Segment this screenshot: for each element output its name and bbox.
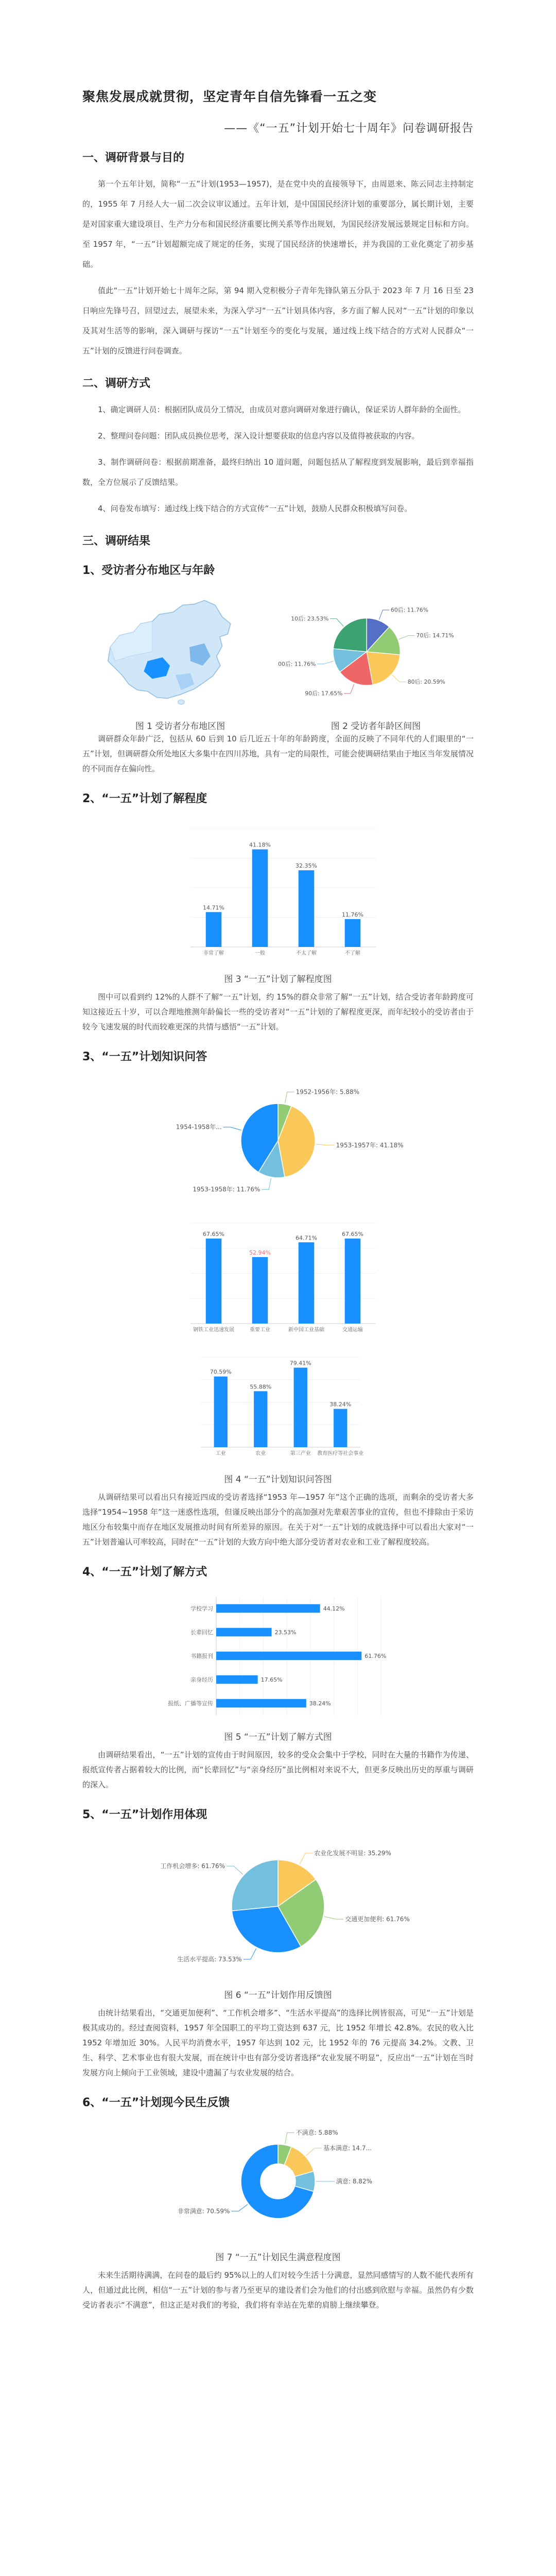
understanding-bar-chart: [170, 813, 386, 968]
pie-label: 80后: 20.59%: [407, 679, 445, 686]
effect-pie-chart: [134, 1829, 422, 1984]
bar: [299, 870, 315, 947]
pie-leader-line: [398, 636, 414, 639]
pie-label: 基本满意: 14.7...: [323, 2144, 372, 2152]
hbar-value-label: 61.76%: [364, 1653, 387, 1659]
figure-1-caption: 图 1 受访者分布地区图: [135, 721, 225, 732]
map-island-hainan: [178, 700, 184, 704]
pie-leader-line: [231, 2205, 248, 2211]
pie-label: 00后: 11.76%: [277, 660, 316, 668]
bar-value-label: 52.94%: [249, 1249, 271, 1256]
bar-value-label: 79.41%: [289, 1360, 311, 1367]
pie-label: 10后: 23.53%: [290, 615, 329, 622]
q1-heading: 1、受访者分布地区与年龄: [82, 564, 215, 577]
bar-value-label: 70.59%: [210, 1368, 232, 1376]
q5-heading: 5、“一五”计划作用体现: [82, 1808, 207, 1821]
pie-slice: [333, 618, 367, 652]
bar-value-label: 11.76%: [342, 911, 363, 918]
bar-value-label: 67.65%: [203, 1231, 224, 1238]
bar: [334, 1409, 347, 1447]
channel-hbar-chart: [154, 1586, 402, 1725]
bar-category-label: 第三产业: [290, 1451, 311, 1456]
bar-value-label: 32.35%: [296, 862, 317, 870]
bar-value-label: 14.71%: [203, 904, 224, 911]
bar: [299, 1242, 315, 1324]
bar: [206, 1239, 222, 1324]
pie-leader-line: [262, 1178, 271, 1190]
bar-category-label: 交通运输: [342, 1327, 363, 1333]
bar-category-label: 不太了解: [296, 951, 317, 956]
hbar: [216, 1699, 306, 1708]
age-pie-chart: [250, 585, 474, 719]
pie-leader-line: [306, 2148, 322, 2156]
direction-bar-chart: [185, 1344, 371, 1468]
figure-4-caption: 图 4 “一五”计划知识问答图: [224, 1475, 332, 1485]
satisfaction-pie-chart: [134, 2117, 422, 2246]
pie-leader-line: [244, 1948, 256, 1959]
bar-category-label: 农业: [255, 1451, 266, 1456]
q2-heading: 2、“一五”计划了解程度: [82, 792, 207, 805]
bar-category-label: 一般: [255, 951, 265, 956]
q6-analysis: 未来生活期待满满，在问卷的最后约 95%以上的人们对较今生活十分满意，显然同感情写的人数不能代表所有人，但通过此比例，相信“一五”计划的参与者乃至更早的建设者们会为他们的付出感到欣慰与幸福。虽然仍有少数受访者表示“不满意”，但这正是对我们的考验，我们将有幸站在先辈的肩膀上继续攀登。: [82, 2270, 474, 2310]
figure-3-caption: 图 3 “一五”计划了解程度图: [224, 974, 332, 985]
bar: [252, 1257, 268, 1324]
pie-leader-line: [285, 1092, 294, 1104]
hbar: [216, 1675, 258, 1684]
bar-value-label: 41.18%: [249, 841, 271, 849]
bar-value-label: 67.65%: [342, 1231, 363, 1238]
bar: [206, 912, 222, 947]
bar: [345, 1239, 361, 1324]
hbar-value-label: 17.65%: [260, 1676, 283, 1683]
bar: [345, 919, 361, 947]
bar: [254, 1391, 267, 1447]
q6-heading: 6、“一五”计划现今民生反馈: [82, 2096, 230, 2109]
pie-label: 非常满意: 70.59%: [177, 2207, 230, 2215]
pie-label: 1954-1958年...: [176, 1123, 222, 1131]
method-item-2: 2、整理问卷问题：团队成员换位思考，深入设计想要获取的信息内容以及值得被获取的内容。: [98, 431, 420, 440]
pie-label: 1953-1957年: 41.18%: [336, 1141, 404, 1149]
report-subtitle: ——《“一五”计划开始七十周年》问卷调研报告: [224, 122, 474, 135]
figure-7-caption: 图 7 “一五”计划民生满意程度图: [215, 2252, 341, 2263]
pie-leader-line: [300, 1853, 312, 1864]
q4-analysis: 由调研结果看出，“一五”计划的宣传由于时间原因，较多的受众会集中于学校，同时在大量的书籍作为传递、报纸宣传者占据着较大的比例，而“长辈回忆”与“亲身经历”虽比例相对来说不大，但更多反映出历史的厚重与调研的深入。: [82, 1750, 474, 1789]
pie-label: 不满意: 5.88%: [296, 2129, 338, 2137]
report-title: 聚焦发展成就贯彻，坚定青年自信先锋看一五之变: [82, 89, 377, 104]
pie-label: 满意: 8.82%: [336, 2178, 372, 2185]
q4-heading: 4、“一五”计划了解方式: [82, 1566, 207, 1579]
pie-leader-line: [379, 610, 389, 620]
q2-analysis: 图中可以看到约 12%的人群不了解“一五”计划，约 15%的群众非常了解“一五”计划，结合受访者年龄跨度可知这接近五十岁，可以合理地推测年龄偏长一些的受访者对“一五”计划的了解程度更深，而年纪较小的受访者由于较今飞速发展的时代而较难更深的共情与感悟“一五”计划。: [82, 992, 474, 1031]
pie-label: 工作机会增多: 61.76%: [160, 1862, 225, 1870]
figure-row-1: [82, 585, 474, 719]
bar-category-label: 非常了解: [203, 951, 224, 956]
hbar-value-label: 44.12%: [323, 1605, 345, 1612]
figure-5-caption: 图 5 “一五”计划了解方式图: [224, 1732, 332, 1742]
pie-leader-line: [344, 684, 354, 693]
pie-leader-line: [316, 1144, 335, 1145]
bar-value-label: 55.88%: [250, 1383, 272, 1391]
method-item-1: 1、确定调研人员：根据团队成员分工情况，由成员对意向调研对象进行确认，保证采访人群年龄的全面性。: [98, 405, 466, 414]
pie-label: 70后: 14.71%: [416, 632, 454, 639]
pie-leader-line: [330, 619, 343, 626]
hbar: [216, 1604, 320, 1613]
pie-label: 1953-1958年: 11.76%: [193, 1185, 260, 1193]
pie-leader-line: [392, 675, 406, 682]
pie-leader-line: [223, 1127, 241, 1130]
hbar-value-label: 38.24%: [309, 1700, 331, 1707]
pie-leader-line: [324, 1917, 343, 1919]
hbar-category-label: 学校学习: [190, 1605, 213, 1612]
bar-value-label: 64.71%: [296, 1234, 317, 1242]
pie-slice: [232, 1860, 278, 1911]
method-item-3: 3、制作调研问卷：根据前期准备，最终归纳出 10 道问题，问题包括从了解程度到发展影响，最后到幸福指数，全方位展示了反馈结果。: [82, 457, 474, 487]
section-results-heading: 三、调研结果: [82, 535, 151, 548]
hbar: [216, 1628, 272, 1637]
background-paragraph-2: 值此“一五”计划开始七十周年之际，第 94 期入党积极分子青年先锋队第五分队于 2023 年 7 月 16 日至 23 日响应先锋号召，回望过去，展望未来，为深入学习“一五”计划具体内容，多方面了解人民对“一五”计划的印象以及其对生活等的影响，深入调研与探访“一五”计划至今的变化与发展，通过线上线下结合的方式对人民群众“一五”计划的反馈进行问卷调查。: [82, 286, 474, 355]
background-paragraph-1: 第一个五年计划，简称“一五”计划(1953—1957)，是在党中央的直接领导下，由周恩来、陈云同志主持制定的，1955 年 7 月经人大一届二次会议审议通过。五年计划，是中国国民经济计划的重要部分，属长期计划，主要是对国家重大建设项目、生产力分布和国民经济重要比例关系等作出规划，为国民经济发展远景规定目标和方向。至 1957 年，“一五”计划超额完成了规定的任务，实现了国民经济的快速增长，并为我国的工业化奠定了初步基础。: [82, 179, 474, 269]
bar-category-label: 教育医疗等社会事业: [317, 1451, 364, 1456]
q3-analysis: 从调研结果可以看出只有接近四成的受访者选择“1953 年—1957 年”这个正确的选项，而剩余的受访者大多选择“1954~1958 年”这一迷惑性选项，但谨反映出部分个的高加强对先辈艰苦事业的宣传，但也不排除由于采访地区分布较集中而存在地区发展推动时间有所差异的原因。在关于对“一五”计划的成就选择中可以看出大家对“一五”计划普遍认可率较高，同时在“一五”计划的大致方向中绝大部分受访者对农业和工业了解程度较高。: [82, 1493, 474, 1547]
bar: [214, 1377, 228, 1447]
pie-leader-line: [285, 2133, 294, 2144]
pie-label: 农业化发展不明显: 35.29%: [314, 1849, 391, 1857]
bar-category-label: 不了解: [345, 951, 360, 956]
caption-row-1: [82, 719, 474, 732]
pie-leader-line: [317, 661, 334, 664]
section-background-heading: 一、调研背景与目的: [82, 151, 185, 164]
method-item-4: 4、问卷发布填写：通过线上线下结合的方式宣传“一五”计划，鼓励人民群众积极填写问卷。: [98, 504, 412, 513]
pie-label: 1952-1956年: 5.88%: [296, 1088, 360, 1096]
hbar-category-label: 报纸、广播等宣传: [168, 1700, 213, 1707]
bar-category-label: 重要工业: [250, 1327, 270, 1333]
section-method-heading: 二、调研方式: [82, 377, 151, 390]
pie-label: 90后: 17.65%: [305, 690, 343, 697]
figure-2-caption: 图 2 受访者年龄区间图: [331, 721, 421, 732]
q5-analysis: 由统计结果看出，“交通更加便利”、“工作机会增多”、“生活水平提高”的选择比例皆很高，可见“一五”计划是极其成功的。经过查阅资料，1957 年全国职工的平均工资达到 637 元，比 1952 年增长 42.8%。农民的收入比 1952 年增加近 30%。人民平均消费水平，1957 年达到 102 元，比 1952 年的 76 元提高 34.2%。文教、卫生、科学、艺术事业也有很大发展，而在统计中也有部分受访者选择“农业发展不明显”，反应出“一五”计划在当时发展方向上倾向于工业领域，建设中遗漏了与农业发展的结合。: [82, 2008, 474, 2077]
bar-category-label: 钢铁工业迅速发展: [193, 1327, 234, 1333]
achievement-bar-chart: [170, 1210, 386, 1344]
bar: [294, 1368, 307, 1447]
years-pie-chart: [124, 1071, 432, 1210]
figure-6-caption: 图 6 “一五”计划作用反馈图: [224, 1990, 332, 2001]
hbar: [216, 1652, 361, 1660]
q1-analysis: 调研群众年龄广泛，包括从 60 后到 10 后几近五十年的年龄跨度，全面的反映了不同年代的人们眼里的“一五”计划，但调研群众所处地区大多集中在四川苏地，具有一定的局限性，可能会使调研结果由于地区当年发展情况的不同而存在偏向性。: [82, 734, 474, 773]
hbar-category-label: 亲身经历: [190, 1676, 213, 1683]
pie-label: 交通更加便利: 61.76%: [345, 1916, 410, 1923]
q3-heading: 3、“一五”计划知识问答: [82, 1050, 207, 1063]
hbar-value-label: 23.53%: [274, 1629, 297, 1636]
hbar-category-label: 长辈回忆: [190, 1629, 213, 1636]
bar-category-label: 新中国工业基础: [288, 1327, 324, 1333]
hbar-category-label: 书籍报刊: [190, 1653, 213, 1659]
bar-category-label: 工业: [215, 1451, 226, 1456]
pie-label: 60后: 11.76%: [390, 606, 428, 614]
bar: [252, 850, 268, 947]
pie-label: 生活水平提高: 73.53%: [177, 1956, 242, 1963]
bar-value-label: 38.24%: [329, 1401, 352, 1408]
pie-leader-line: [227, 1866, 243, 1874]
china-map: [82, 585, 250, 719]
